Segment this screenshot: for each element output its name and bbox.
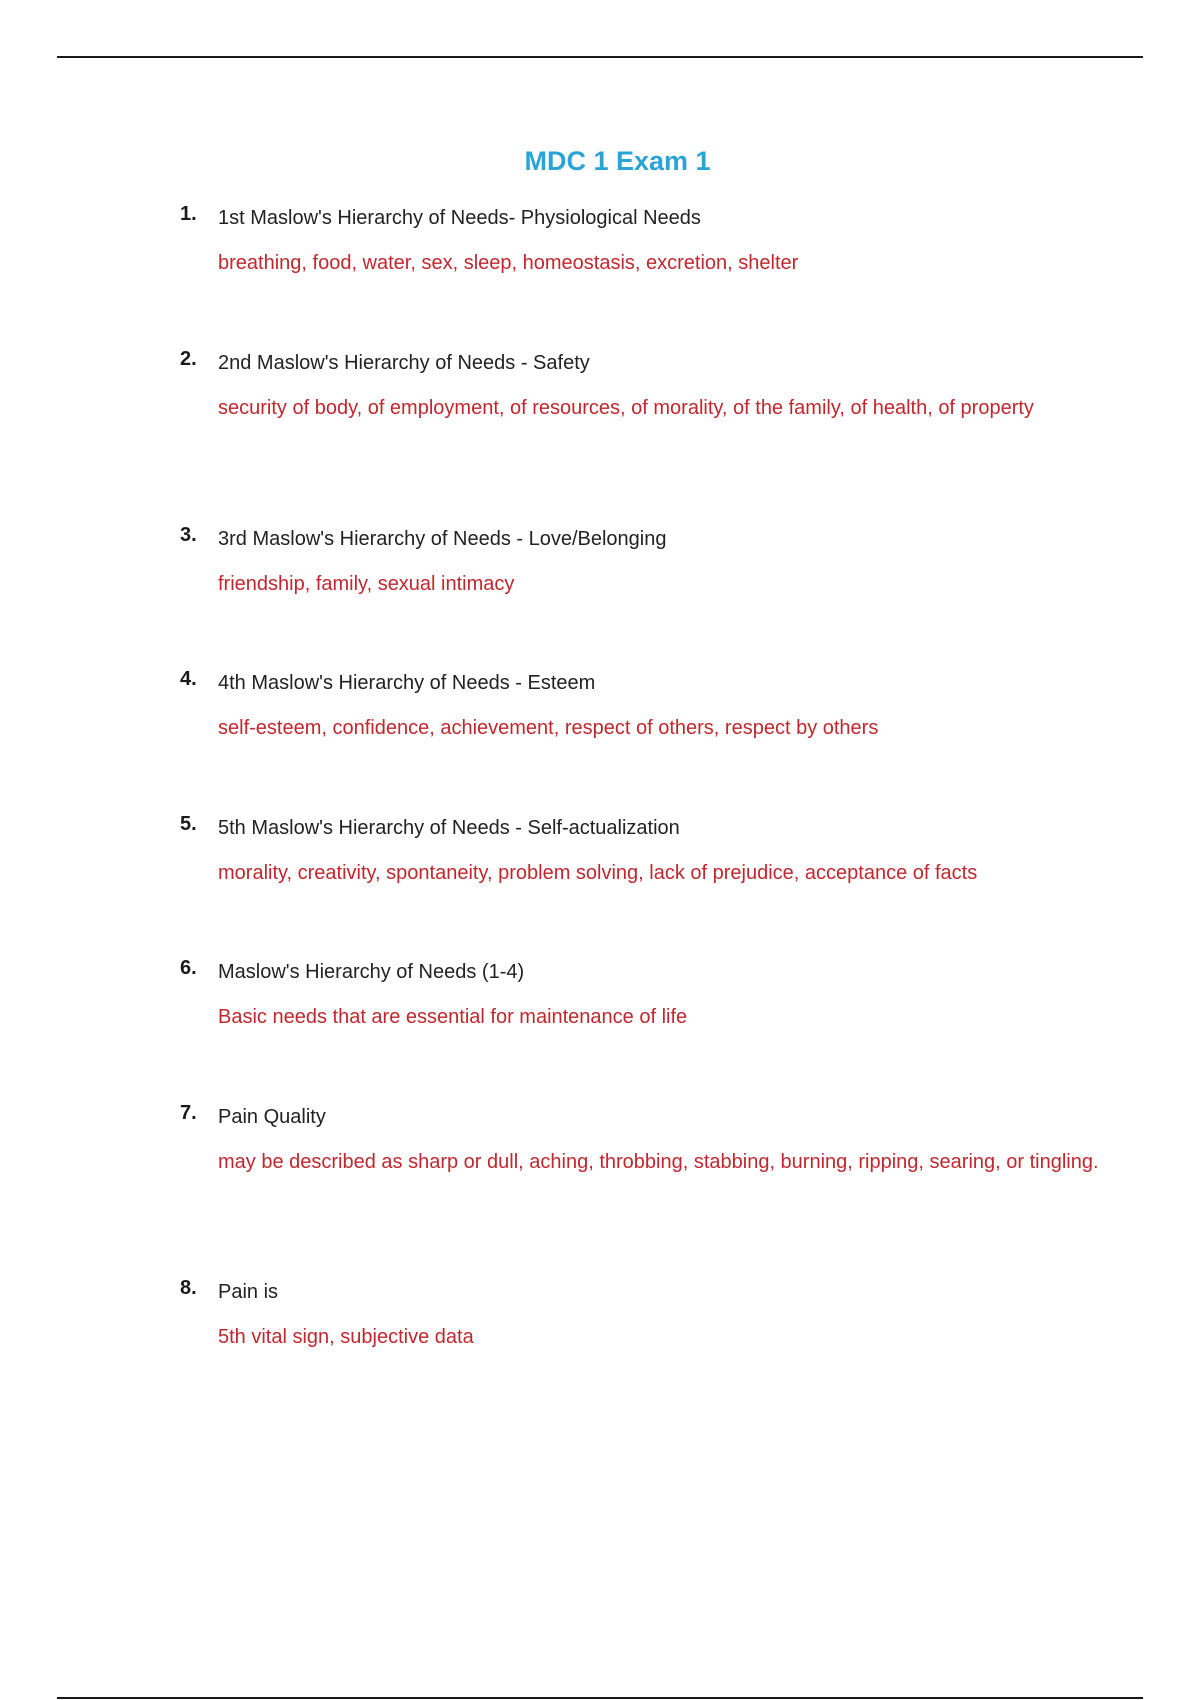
item-answer: morality, creativity, spontaneity, problem solving, lack of prejudice, acceptance of facts [218,862,978,884]
item-answer: may be described as sharp or dull, aching, throbbing, stabbing, burning, ripping, searing, or tingling. [218,1151,1099,1173]
question-list [180,203,1100,1377]
item-number: 6. [180,957,197,979]
list-item [180,1277,1100,1377]
item-number: 8. [180,1277,197,1299]
list-item [180,813,1100,957]
item-answer: Basic needs that are essential for maintenance of life [218,1006,688,1028]
item-question: 3rd Maslow's Hierarchy of Needs - Love/Belonging [218,528,667,550]
list-item [180,1102,1100,1277]
page-title: MDC 1 Exam 1 [524,146,711,176]
item-question: 2nd Maslow's Hierarchy of Needs - Safety [218,352,590,374]
bottom-rule [57,1697,1143,1699]
item-question: Pain is [218,1281,279,1303]
item-number: 4. [180,668,197,690]
item-answer: breathing, food, water, sex, sleep, homeostasis, excretion, shelter [218,252,799,274]
item-number: 3. [180,524,197,546]
item-question: 5th Maslow's Hierarchy of Needs - Self-actualization [218,817,680,839]
item-question: Pain Quality [218,1106,326,1128]
item-number: 5. [180,813,197,835]
item-answer: friendship, family, sexual intimacy [218,573,515,595]
list-item [180,524,1100,668]
item-number: 2. [180,348,197,370]
list-item [180,668,1100,813]
item-number: 7. [180,1102,197,1124]
top-rule [57,56,1143,58]
item-number: 1. [180,203,197,225]
item-answer: self-esteem, confidence, achievement, respect of others, respect by others [218,717,879,739]
item-answer: 5th vital sign, subjective data [218,1326,474,1348]
item-answer: security of body, of employment, of resources, of morality, of the family, of health, of property [218,397,1034,419]
list-item [180,957,1100,1102]
item-question: 4th Maslow's Hierarchy of Needs - Esteem [218,672,596,694]
list-item [180,203,1100,348]
item-question: Maslow's Hierarchy of Needs (1-4) [218,961,525,983]
item-question: 1st Maslow's Hierarchy of Needs- Physiological Needs [218,207,701,229]
list-item [180,348,1100,524]
